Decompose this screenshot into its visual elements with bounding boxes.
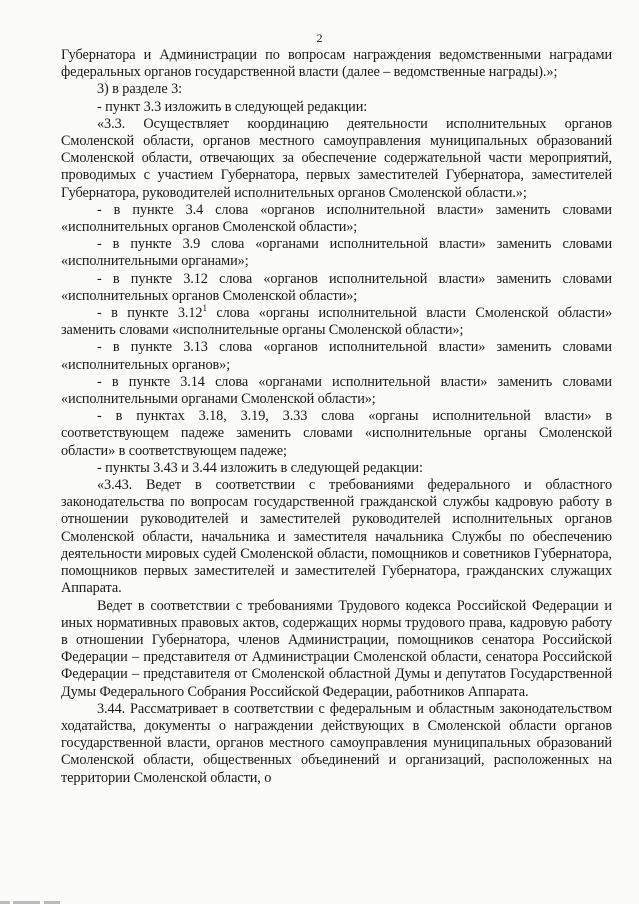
paragraph: - в пункте 3.13 слова «органов исполнительной власти» заменить словами «исполнительных органов»; — [61, 339, 612, 373]
paragraph: - в пункте 3.12 слова «органов исполнительной власти» заменить словами «исполнительных органов Смоленской области»; — [61, 270, 612, 304]
paragraph: «3.3. Осуществляет координацию деятельности исполнительных органов Смоленской области, органов местного самоуправления муниципальных образований Смоленской области, отвечающих за обеспечение содержательной части мероприятий, проводимых с участием Губернатора, первых заместителей Губернатора, заместителей Губернатора, руководителей исполнительных органов Смоленской области.»; — [61, 115, 612, 201]
document-body — [61, 47, 612, 787]
paragraph: - пункты 3.43 и 3.44 изложить в следующей редакции: — [97, 459, 423, 476]
paragraph: - в пункте 3.9 слова «органами исполнительной власти» заменить словами «исполнительными органами»; — [61, 236, 612, 270]
paragraph-text: - в пункте 3.12 — [97, 305, 203, 322]
paragraph: Губернатора и Администрации по вопросам награждения ведомственными наградами федеральных органов государственной власти (далее – ведомственные награды).»; — [61, 47, 612, 81]
paragraph: 3.44. Рассматривает в соответствии с федеральным и областным законодательством ходатайства, документы о награждении действующих в Смоленской области органов государственной власти, органов местного самоуправления муниципальных образований Смоленской области, общественных объединений и организаций, расположенных на территории Смоленской области, о — [61, 700, 612, 786]
paragraph: 3) в разделе 3: — [97, 81, 182, 98]
paragraph-text: слова «органы исполнительной власти Смоленской области» заменить словами «исполнительные органы Смоленской области»; — [61, 305, 612, 339]
paragraph: Ведет в соответствии с требованиями Трудового кодекса Российской Федерации и иных нормативных правовых актов, содержащих нормы трудового права, кадровую работу в отношении Губернатора, членов Администрации, помощников сенатора Российской Федерации – представителя от Администрации Смоленской области, сенатора Российской Федерации – представителя от Смоленской областной Думы и депутатов Государственной Думы Федерального Собрания Российской Федерации, работников Аппарата. — [61, 597, 612, 700]
page-number: 2 — [316, 31, 323, 45]
paragraph: «3.43. Ведет в соответствии с требованиями федерального и областного законодательства по вопросам государственной гражданской службы кадровую работу в отношении руководителей и заместителей руководителей исполнительных органов Смоленской области, начальника и заместителя начальника Службы по обеспечению деятельности мировых судей Смоленской области, помощников и советников Губернатора, помощников первых заместителей и заместителей Губернатора, гражданских служащих Аппарата. — [61, 477, 612, 597]
paragraph — [61, 305, 612, 339]
paragraph: - в пункте 3.4 слова «органов исполнительной власти» заменить словами «исполнительных органов Смоленской области»; — [61, 201, 612, 236]
superscript: 1 — [202, 303, 207, 314]
paragraph: - в пункте 3.14 слова «органами исполнительной власти» заменить словами «исполнительными органами Смоленской области»; — [61, 373, 612, 408]
paragraph: - в пунктах 3.18, 3.19, 3.33 слова «органы исполнительной власти» в соответствующем падеже заменить словами «исполнительные органы Смоленской области» в соответствующем падеже; — [61, 408, 612, 459]
paragraph: - пункт 3.3 изложить в следующей редакции: — [97, 98, 368, 115]
